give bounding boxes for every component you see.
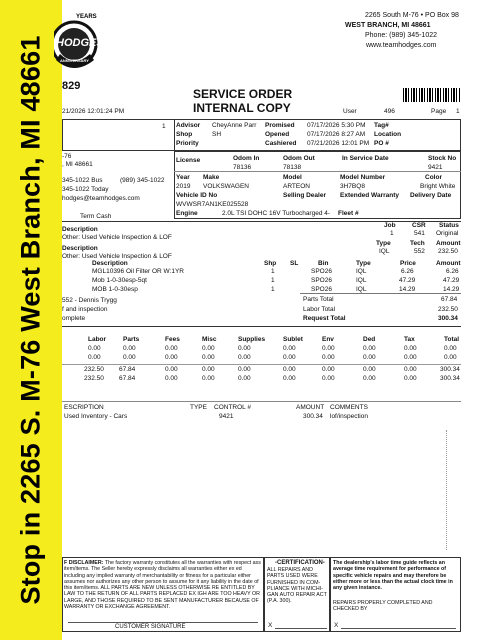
form-title: SERVICE ORDER (193, 87, 293, 101)
type-label: Type (376, 240, 391, 247)
type-value: IQL (379, 248, 390, 255)
summary-cell: 0.00 (404, 375, 417, 382)
control-amount: 300.34 (303, 413, 323, 420)
logo-years: YEARS (76, 14, 97, 20)
summary-header: Fees (165, 336, 180, 343)
summary-cell: 0.00 (123, 354, 136, 361)
part-amount: 47.29 (443, 277, 460, 284)
license-label: License (176, 157, 201, 164)
cert-title: -CERTIFICATION- (275, 560, 325, 566)
summary-cell: 0.00 (363, 345, 376, 352)
summary-cell: 232.50 (84, 366, 104, 373)
odom-out-label: Odom Out (283, 155, 315, 162)
summary-cell: 0.00 (202, 354, 215, 361)
parts-sl-header: SL (290, 260, 299, 267)
summary-cell: 0.00 (444, 354, 457, 361)
parts-desc-header: Description (92, 260, 128, 267)
location-label: Location (374, 131, 402, 138)
summary-cell: 0.00 (404, 366, 417, 373)
control-desc: Used Inventory - Cars (64, 413, 128, 420)
tech-label: Tech (410, 240, 425, 247)
job-desc-label-2: Description (62, 245, 98, 252)
parts-total-label: Parts Total (303, 296, 334, 303)
print-date-time: 21/2026 12:01:24 PM (62, 108, 125, 115)
customer-bus-phone: (989) 345-1022 (120, 177, 165, 184)
odom-in-value: 78136 (233, 164, 252, 171)
year-label: Year (176, 174, 190, 181)
labor-guide-text: The dealership's labor time guide reflects an average time requirement for performance of specific vehicle repairs and may therefore be either more or less than the actual clock time in any given instance. (333, 560, 453, 592)
stock-value: 9421 (428, 164, 443, 171)
vin-value: WVWSR7AN1KE025528 (176, 201, 249, 208)
odom-out-value: 78138 (283, 164, 302, 171)
priority-label: Priority (176, 140, 199, 147)
summary-header: Tax (404, 336, 415, 343)
color-value: Bright White (420, 183, 456, 190)
summary-cell: 0.00 (202, 366, 215, 373)
ro-number: 829 (62, 80, 81, 92)
vin-label: Vehicle ID No (176, 192, 218, 199)
summary-cell: 0.00 (238, 345, 251, 352)
promised-value: 07/17/2026 5:30 PM (307, 122, 366, 129)
job-desc-label-1: Description (62, 226, 98, 233)
summary-header: Labor (88, 336, 107, 343)
cashiered-value: 07/21/2026 12:01 PM (307, 140, 370, 147)
part-shp: 1 (271, 268, 275, 275)
parts-type-header: Type (356, 260, 371, 267)
repairs-checked-text: REPAIRS PROPERLY COMPLETED AND CHECKED BY (333, 600, 433, 613)
part-desc: MOB 1-0-30esp (92, 286, 138, 293)
customer-email: hodges@teamhodges.com (62, 195, 140, 202)
summary-cell: 232.50 (84, 375, 104, 382)
parts-amount-header: Amount (436, 260, 461, 267)
summary-cell: 0.00 (322, 366, 335, 373)
summary-header: Supplies (238, 336, 266, 343)
model-number-value: 3H7BQ8 (340, 183, 365, 190)
summary-cell: 0.00 (283, 354, 296, 361)
csr-label: CSR (412, 222, 426, 229)
summary-cell: 0.00 (363, 375, 376, 382)
control-desc-header: ESCRIPTION (64, 404, 104, 411)
advisor-label: Advisor (176, 122, 201, 129)
summary-cell: 0.00 (123, 345, 136, 352)
summary-cell: 67.84 (119, 375, 136, 382)
checked-x-mark: X (334, 622, 339, 629)
address-banner (0, 0, 62, 640)
summary-cell: 0.00 (202, 375, 215, 382)
ext-warranty-label: Extended Warranty (340, 192, 399, 199)
parts-shp-header: Shp (264, 260, 277, 267)
customer-line1: -76 (62, 153, 72, 160)
model-number-label: Model Number (340, 174, 386, 181)
customer-signature-label: CUSTOMER SIGNATURE (115, 624, 186, 630)
job-desc-2: Other: Used Vehicle Inspection & LOF (62, 253, 172, 260)
engine-label: Engine (176, 210, 198, 217)
part-type: IQL (356, 277, 367, 284)
summary-cell: 300.34 (440, 375, 460, 382)
model-value: ARTEON (283, 183, 310, 190)
request-total-label: Request Total (303, 315, 346, 322)
summary-header: Env (322, 336, 334, 343)
control-type-header: TYPE (190, 404, 207, 411)
tech-note: f and inspection (62, 306, 108, 313)
request-total-value: 300.34 (438, 315, 458, 322)
shop-value: SH (212, 131, 222, 138)
csr-value: 541 (414, 230, 425, 237)
box-number: 1 (162, 123, 166, 130)
part-price: 47.29 (399, 277, 416, 284)
summary-cell: 0.00 (165, 366, 178, 373)
barcode (403, 88, 461, 102)
amount-label: Amount (436, 240, 461, 247)
form-subtitle: INTERNAL COPY (193, 101, 291, 115)
promised-label: Promised (265, 122, 295, 129)
control-comments-header: COMMENTS (330, 404, 368, 411)
summary-cell: 0.00 (322, 345, 335, 352)
status-value: Original (436, 230, 459, 237)
summary-cell: 0.00 (322, 375, 335, 382)
color-label: Color (425, 174, 442, 181)
selling-dealer-label: Selling Dealer (283, 192, 326, 199)
part-shp: 1 (271, 277, 275, 284)
summary-cell: 0.00 (165, 375, 178, 382)
part-amount: 14.29 (443, 286, 460, 293)
disclaimer (64, 560, 262, 610)
make-value: VOLKSWAGEN (203, 183, 249, 190)
summary-cell: 0.00 (238, 354, 251, 361)
customer-today: 345-1022 Today (62, 186, 109, 193)
delivery-label: Delivery Date (410, 192, 452, 199)
labor-total-label: Labor Total (303, 306, 336, 313)
dealer-address: 2265 South M-76 • PO Box 98 (365, 12, 459, 19)
summary-cell: 0.00 (404, 354, 417, 361)
part-price: 14.29 (399, 286, 416, 293)
dealer-web: www.teamhodges.com (366, 42, 437, 49)
parts-total-value: 67.84 (441, 296, 458, 303)
banner-text: Stop in 2265 S. M-76 West Branch, MI 48661 (15, 35, 46, 605)
summary-cell: 0.00 (165, 354, 178, 361)
customer-bus: 345-1022 Bus (62, 177, 103, 184)
part-price: 6.26 (401, 268, 414, 275)
part-desc: MGL10396 Oil Filter OR W:1YR (92, 268, 184, 275)
summary-header: Misc (202, 336, 217, 343)
logo-name: HODGES (56, 37, 104, 49)
po-label: PO # (374, 140, 389, 147)
summary-cell: 0.00 (404, 345, 417, 352)
page-label: Page (431, 108, 447, 115)
summary-cell: 0.00 (283, 345, 296, 352)
summary-header: Parts (123, 336, 140, 343)
part-type: IQL (356, 268, 367, 275)
opened-label: Opened (265, 131, 290, 138)
fleet-label: Fleet # (338, 210, 359, 217)
model-label: Model (283, 174, 302, 181)
tech-line: 552 - Dennis Trygg (62, 297, 117, 304)
cashiered-label: Cashiered (265, 140, 297, 147)
summary-cell: 0.00 (363, 354, 376, 361)
advisor-value: CheyAnne Parr (212, 122, 257, 129)
part-bin: SPO26 (311, 277, 332, 284)
cert-text: ALL REPAIRS AND PARTS USED WERE FURNISHED IN COM- PLIANCE WITH MICHI- GAN AUTO REPAIR ACT (P.A. 300). (267, 567, 327, 605)
part-type: IQL (356, 286, 367, 293)
customer-line2: , MI 48661 (62, 161, 93, 168)
parts-bin-header: Bin (318, 260, 329, 267)
labor-total-value: 232.50 (438, 306, 458, 313)
control-comments: lof/inspection (330, 413, 368, 420)
job-value: 1 (390, 230, 394, 237)
summary-header: Total (444, 336, 460, 343)
user-label: User (343, 108, 357, 115)
year-value: 2019 (176, 183, 191, 190)
summary-cell: 0.00 (88, 354, 101, 361)
engine-value: 2.0L TSI DOHC 16V Turbocharged 4- (222, 210, 331, 217)
dealer-city: WEST BRANCH, MI 48661 (345, 22, 431, 29)
summary-cell: 0.00 (283, 366, 296, 373)
summary-cell: 0.00 (322, 354, 335, 361)
user-value: 496 (384, 108, 395, 115)
status-label: Status (439, 222, 459, 229)
summary-cell: 0.00 (283, 375, 296, 382)
parts-price-header: Price (400, 260, 416, 267)
part-desc: Mob 1-0-30esp-5qt (92, 277, 147, 284)
customer-term: Term Cash (80, 213, 112, 220)
part-bin: SPO26 (311, 268, 332, 275)
summary-cell: 67.84 (119, 366, 136, 373)
part-shp: 1 (271, 286, 275, 293)
part-bin: SPO26 (311, 286, 332, 293)
stock-label: Stock No (428, 155, 457, 162)
logo-anniversary: ANNIVERSARY (60, 58, 89, 63)
summary-cell: 0.00 (238, 366, 251, 373)
summary-cell: 0.00 (88, 345, 101, 352)
summary-cell: 0.00 (363, 366, 376, 373)
summary-cell: 300.34 (440, 366, 460, 373)
summary-header: Sublet (283, 336, 303, 343)
odom-in-label: Odom In (233, 155, 260, 162)
summary-cell: 0.00 (202, 345, 215, 352)
dealer-phone: Phone: (989) 345-1022 (365, 32, 437, 39)
tech-value: 552 (414, 248, 425, 255)
box-left (62, 119, 175, 151)
opened-value: 07/17/2026 8:27 AM (307, 131, 366, 138)
job-desc-1: Other: Used Vehicle Inspection & LOF (62, 234, 172, 241)
part-amount: 6.26 (446, 268, 459, 275)
control-number-header: CONTROL # (214, 404, 251, 411)
make-label: Make (203, 174, 220, 181)
summary-cell: 0.00 (444, 345, 457, 352)
control-amount-header: AMOUNT (296, 404, 325, 411)
cert-x-mark: X (268, 622, 273, 629)
control-number: 9421 (219, 413, 234, 420)
tag-label: Tag# (374, 122, 389, 129)
page-value: 1 (456, 108, 460, 115)
in-service-label: In Service Date (342, 155, 389, 162)
dealer-logo (54, 10, 106, 78)
summary-header: Ded (363, 336, 376, 343)
summary-cell: 0.00 (165, 345, 178, 352)
disclaimer-text: The factory warranty constitutes all the warranties with respect ass item/items. The Seller hereby expressly disclaims all warranties either ex ed including any implied warranty of merchantability or fitness for a particular either assumes nor authorizes any other person to assume for it any liability in the date of this item/items. ALL PARTS ARE NEW UNLESS OTHERWISE RE ENTITLED BY LAW TO THE RETURN OF ALL PARTS REPLACED EX IGH ARE TOO HEAVY OR LARGE, AND THOSE REQUIRED TO BE SENT MANUFACTURER BECAUSE OF WARRANTY OR EXCHANGE AGREEMENT. (64, 560, 261, 611)
shop-label: Shop (176, 131, 193, 138)
disclaimer-title: F DISCLAIMER: (64, 560, 104, 566)
tech-note: omplete (62, 315, 86, 322)
job-label: Job (384, 222, 396, 229)
amount-value: 232.50 (438, 248, 458, 255)
summary-cell: 0.00 (238, 375, 251, 382)
